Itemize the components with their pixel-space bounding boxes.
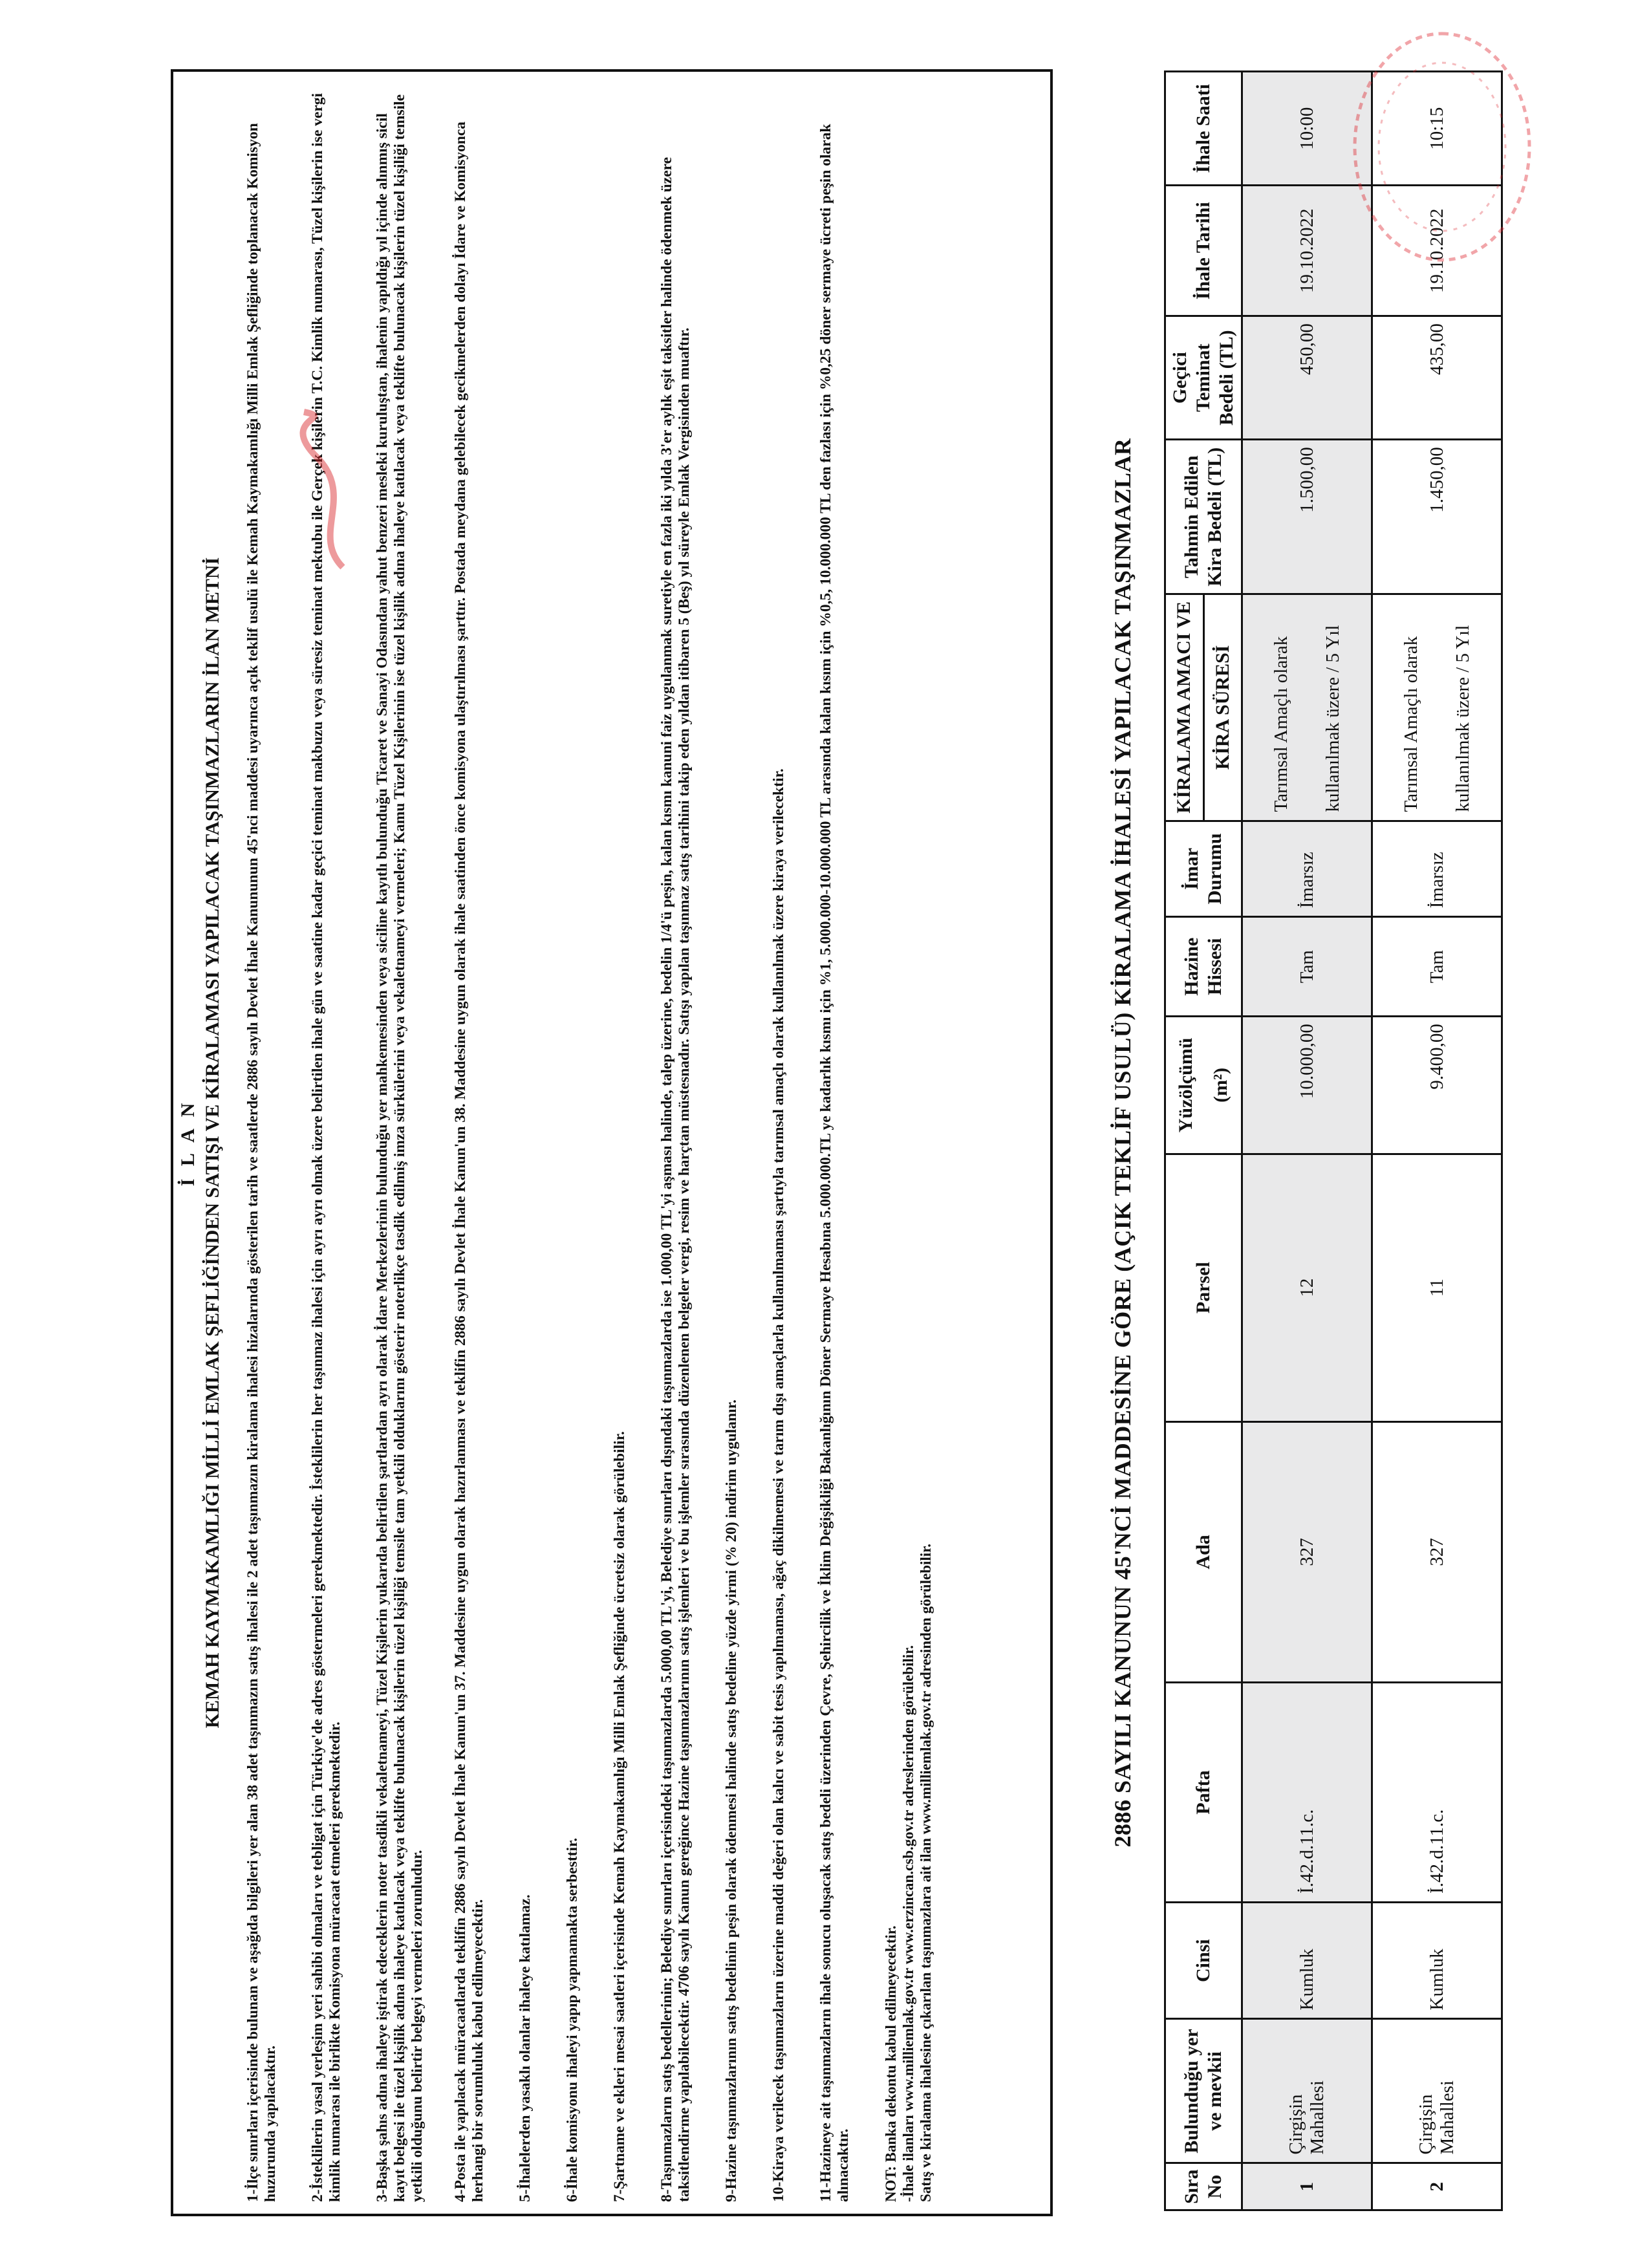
cell-area: 9.400,00 bbox=[1372, 1017, 1502, 1154]
note-line: -İhale ilanları www.milliemlak.gov.tr www.erzincan.csb.gov.tr adreslerinden görülebilir. bbox=[900, 1645, 916, 2202]
announcement-notes bbox=[882, 81, 934, 2202]
cell-pafta: İ.42.d.11.c. bbox=[1242, 1683, 1372, 1903]
note-line: NOT: Banka dekontu kabul edilmeyecektir. bbox=[883, 1925, 899, 2202]
announcement-box bbox=[171, 69, 1053, 2216]
cell-purpose-line1: Tarımsal Amaçlı olarak bbox=[1401, 636, 1421, 812]
table-row bbox=[1372, 72, 1502, 2210]
cell-pafta: İ.42.d.11.c. bbox=[1372, 1683, 1502, 1903]
rental-property-table bbox=[1164, 70, 1503, 2211]
header-sira-no: Sıra No bbox=[1165, 2163, 1242, 2210]
header-zoning: İmar Durumu bbox=[1165, 821, 1242, 917]
cell-parsel: 12 bbox=[1242, 1154, 1372, 1421]
header-tender-time: İhale Saati bbox=[1165, 72, 1242, 186]
cell-sira: 1 bbox=[1242, 2163, 1372, 2210]
header-deposit: Geçici Teminat Bedeli (TL) bbox=[1165, 316, 1242, 440]
announcement-header bbox=[177, 72, 224, 2214]
header-type: Cinsi bbox=[1165, 1902, 1242, 2019]
cell-estimated-rent: 1.500,00 bbox=[1242, 440, 1372, 594]
cell-location: Çirgişin Mahallesi bbox=[1242, 2019, 1372, 2163]
clause-4: 4-Posta ile yapılacak müracaatlarda teklifin 2886 sayılı Devlet İhale Kanun'un 37. Maddesine uygun olarak hazırlanması ve teklifin 2886 sayılı Devlet İhale Kanun'un 38. Maddesine uygun olarak ihale saatinden önce komisyona ulaştırılması şarttır. Postada meydana gelebilecek gecikmelerden dolayı İdare ve Komisyonca herhangi bir sorumluluk kabul edilmeyecektir. bbox=[452, 121, 486, 2202]
header-pafta: Pafta bbox=[1165, 1683, 1242, 1903]
cell-treasury-share: Tam bbox=[1242, 917, 1372, 1017]
cell-parsel: 11 bbox=[1372, 1154, 1502, 1421]
header-ada: Ada bbox=[1165, 1421, 1242, 1683]
clause-5: 5-İhalelerden yasaklı olanlar ihaleye katılamaz. bbox=[517, 1894, 534, 2202]
cell-area: 10.000,00 bbox=[1242, 1017, 1372, 1154]
cell-ada: 327 bbox=[1242, 1421, 1372, 1683]
header-location: Bulunduğu yer ve mevkii bbox=[1165, 2019, 1242, 2163]
cell-type: Kumluk bbox=[1372, 1902, 1502, 2019]
header-area-label: Yüzölçümü bbox=[1175, 1037, 1196, 1133]
clause-11: 11-Hazineye ait taşınmazların ihale sonucu oluşacak satış bedeli üzerinden Çevre, Şehircilik ve İklim Değişikliği Bakanlığının Döner Sermaye Hesabına 5.000.000.TL ye kadarlık kısmı için %1, 5.000.000-10.000.000 TL arasında kalan kısım için %0,5, 10.000.000 TL den fazlası için %0,25 döner sermaye ücreti peşin olarak alınacaktır. bbox=[817, 124, 852, 2202]
cell-ada: 327 bbox=[1372, 1421, 1502, 1683]
cell-deposit: 450,00 bbox=[1242, 316, 1372, 440]
announcement-subtitle: KEMAH KAYMAKAMLIĞI MİLLİ EMLAK ŞEFLİĞİNDEN SATIŞI VE KİRALAMASI YAPILACAK TAŞINMAZLARIN İLAN METNİ bbox=[202, 557, 223, 1729]
header-area-unit: (m²) bbox=[1210, 1067, 1231, 1103]
table-title: 2886 SAYILI KANUNUN 45'NCİ MADDESİNE GÖRE (AÇIK TEKLİF USULÜ) KİRALAMA İHALESİ YAPILACAK TAŞINMAZLAR bbox=[1110, 438, 1136, 1848]
header-area bbox=[1165, 1017, 1242, 1154]
clause-1: 1-İlçe sınırları içerisinde bulunan ve aşağıda bilgileri yer alan 38 adet taşınmazın satış ihalesi ile 2 adet taşınmazın kiralama ihalesi hizalarında gösterilen tarih ve saatlerde 2886 sayılı Devlet İhale Kanununun 45'nci maddesi uyarınca açık teklif usulü ile Kemah Kaymakamlığı Milli Emlak Şefliğinde toplanacak Komisyon huzurunda yapılacaktır. bbox=[244, 123, 279, 2202]
cell-tender-time: 10:15 bbox=[1372, 72, 1502, 186]
clause-10: 10-Kiraya verilecek taşınmazların üzerine maddi değeri olan kalıcı ve sabit tesis yapılmaması, ağaç dikilmemesi ve tarım dışı amaçlarla kullanılmaması şartıyla tarımsal amaçlı olarak kullanılmak üzere kiraya verilecektir. bbox=[770, 768, 787, 2202]
cell-estimated-rent: 1.450,00 bbox=[1372, 440, 1502, 594]
clause-3: 3-Başka şahıs adına ihaleye iştirak edeceklerin noter tasdikli vekaletnameyi, Tüzel Kişilerin yukarıda belirtilen şartlardan ayrı olarak İdare Merkezlerinin bulunduğu yer mahkemesinden veya siciline kayıtlı bulunduğu Ticaret ve Sanayi Odasından yahut benzeri mesleki kuruluştan, ihalenin yapıldığı yıl içinde alınmış sicil kayıt belgesi ile tüzel kişilik adına ihaleye katılacak veya teklifte bulunacak kişilerin tüzel kişiliği temsile tam yetkili olduklarını gösterir noterlikçe tasdik edilmiş imza sürkülerini veya vekaletnameyi vermeleri; Kamu Tüzel Kişilerinin ise tüzel kişilik adına ihaleye katılacak veya teklifte bulunacak kişilerin tüzel kişiliği temsile yetkili olduğunu belirtir belgeyi vermeleri zorunludur. bbox=[374, 94, 426, 2202]
cell-tender-date: 19.10.2022 bbox=[1242, 186, 1372, 316]
note-line: Satış ve kiralama ihalesine çıkarılan taşınmazlara ait ilan www.milliemlak.gov.tr adresinden görülebilir. bbox=[918, 1544, 934, 2202]
announcement-body bbox=[244, 81, 934, 2202]
header-tender-date: İhale Tarihi bbox=[1165, 186, 1242, 316]
cell-tender-time: 10:00 bbox=[1242, 72, 1372, 186]
header-estimated-rent: Tahmin Edilen Kira Bedeli (TL) bbox=[1165, 440, 1242, 594]
clause-6: 6-İhale komisyonu ihaleyi yapıp yapmamakta serbesttir. bbox=[564, 1837, 581, 2202]
cell-zoning: İmarsız bbox=[1242, 821, 1372, 917]
clause-8: 8-Taşınmazların satış bedellerinin; Belediye sınırları içerisindeki taşınmazlarda 5.000,00 TL'yi, Belediye sınırları dışındaki taşınmazlarda ise 1.000,00 TL'yi aşması halinde, talep üzerine, bedelin 1/4'ü peşin, kalan kısmı kanuni faiz uygulanmak suretiyle en fazla iki yılda 3'er aylık eşit taksitler halinde ödenmek üzere taksitlendirme yapılabilecektir. 4706 sayılı Kanun gereğince Hazine taşınmazlarının satış işlemleri ve bu işlemler sırasında düzenlenen belgeler vergi, resim ve harçtan müstesnadır. Satışı yapılan taşınmaz satış tarihini takip eden yıldan itibaren 5 (Beş) yıl süreyle Emlak Vergisinden muaftır. bbox=[658, 157, 693, 2202]
header-rental-purpose: KİRALAMA AMACI VE bbox=[1165, 594, 1204, 821]
cell-purpose-line2: kullanılmak üzere / 5 Yıl bbox=[1322, 625, 1343, 812]
cell-purpose-line2: kullanılmak üzere / 5 Yıl bbox=[1452, 625, 1473, 812]
cell-purpose bbox=[1372, 594, 1502, 821]
clause-7: 7-Şartname ve ekleri mesai saatleri içerisinde Kemah Kaymakamlığı Milli Emlak Şefliğinde ücretsiz olarak görülebilir. bbox=[611, 1431, 628, 2202]
table-row bbox=[1242, 72, 1372, 2210]
cell-treasury-share: Tam bbox=[1372, 917, 1502, 1017]
header-rental-duration: KİRA SÜRESİ bbox=[1203, 594, 1242, 821]
header-treasury-share: Hazine Hissesi bbox=[1165, 917, 1242, 1017]
cell-location: Çirgişin Mahallesi bbox=[1372, 2019, 1502, 2163]
clause-2: 2-İsteklilerin yasal yerleşim yeri sahibi olmaları ve tebligat için Türkiye'de adres göstermeleri gerekmektedir. İsteklilerin her taşınmaz ihalesi için ayrı ayrı olmak üzere belirtilen ihale gün ve saatine kadar geçici teminat makbuzu veya süresiz teminat mektubu ile Gerçek kişilerin T.C. Kimlik numarası, Tüzel kişilerin ise vergi kimlik numarası ile birlikte Komisyona müracaat etmeleri gerekmektedir. bbox=[309, 92, 343, 2202]
cell-type: Kumluk bbox=[1242, 1902, 1372, 2019]
cell-tender-date: 19.10.2022 bbox=[1372, 186, 1502, 316]
cell-deposit: 435,00 bbox=[1372, 316, 1502, 440]
clause-9: 9-Hazine taşınmazlarının satış bedelinin peşin olarak ödenmesi halinde satış bedeline yüzde yirmi (% 20) indirim uygulanır. bbox=[723, 1399, 740, 2202]
cell-purpose bbox=[1242, 594, 1372, 821]
header-parsel: Parsel bbox=[1165, 1154, 1242, 1421]
announcement-heading: İ L A N bbox=[177, 1099, 199, 1187]
cell-purpose-line1: Tarımsal Amaçlı olarak bbox=[1271, 636, 1291, 812]
cell-zoning: İmarsız bbox=[1372, 821, 1502, 917]
cell-sira: 2 bbox=[1372, 2163, 1502, 2210]
